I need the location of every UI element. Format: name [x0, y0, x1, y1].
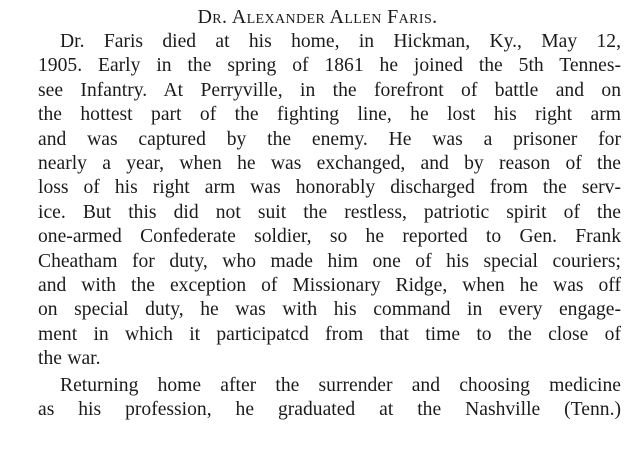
text-line: the war. — [38, 348, 101, 370]
text-line: the hottest part of the fighting line, he lost his right arm — [38, 104, 621, 126]
text-line: see Infantry. At Perryville, in the forefront of battle and on — [38, 79, 621, 101]
paragraph-2 — [14, 374, 621, 423]
article-title: Dr. Alexander Allen Faris. — [197, 6, 438, 28]
text-line: on special duty, he was with his command in every engage- — [38, 299, 621, 321]
text-line: ment in which it participatcd from that time to the close of — [38, 323, 621, 345]
text-line: nearly a year, when he was exchanged, and by reason of the — [38, 153, 621, 175]
text-line: loss of his right arm was honorably discharged from the serv- — [38, 177, 621, 199]
text-line: one-armed Confederate soldier, so he reported to Gen. Frank — [38, 226, 621, 248]
text-line: Cheatham for duty, who made him one of his special couriers; — [38, 250, 621, 272]
text-line: and with the exception of Missionary Ridge, when he was off — [38, 275, 621, 297]
text-line: as his profession, he graduated at the Nashville (Tenn.) — [38, 399, 621, 421]
text-line: ice. But this did not suit the restless, patriotic spirit of the — [38, 201, 621, 223]
text-line: Returning home after the surrender and choosing medicine — [60, 374, 621, 396]
paragraph-1 — [14, 30, 621, 372]
text-line: 1905. Early in the spring of 1861 he joined the 5th Tennes- — [38, 55, 621, 77]
text-line: Dr. Faris died at his home, in Hickman, Ky., May 12, — [60, 31, 621, 52]
text-line: and was captured by the enemy. He was a prisoner for — [38, 128, 621, 150]
